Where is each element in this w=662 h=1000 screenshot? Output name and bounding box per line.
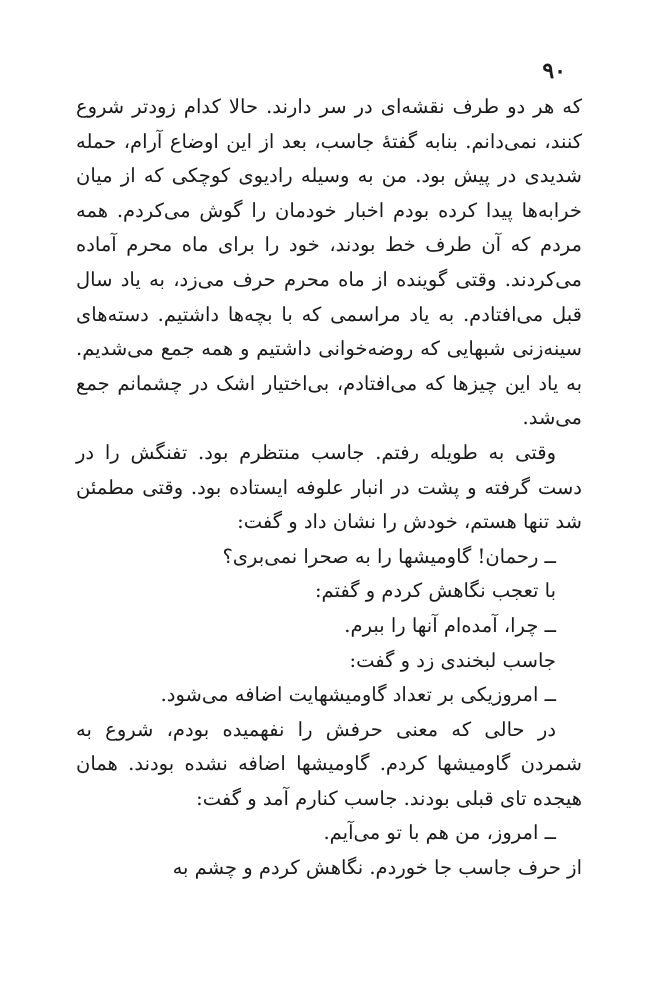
dialogue-line: ــ چرا، آمده‌ام آنها را ببرم. xyxy=(344,613,556,637)
dialogue-line: ــ امروز، من هم با تو می‌آیم. xyxy=(323,821,556,845)
paragraph: که هر دو طرف نقشه‌ای در سر دارند. حالا کدام زودتر شروع کنند، نمی‌دانم. بنابه گفتهٔ جاسب، بعد از این اوضاع آرام، حمله شدیدی در پیش بود. من به وسیله رادیوی کوچکی که از میان خرابه‌ها پیدا کرده بودم اخبار خودمان را گوش می‌کردم. همه مردم که آن طرف خط بودند، خود را برای ماه محرم آماده می‌کردند. وقتی گوینده از ماه محرم حرف می‌زد، به یاد سال قبل می‌افتادم. به یاد مراسمی که با بچه‌ها داشتیم. دسته‌های سینه‌زنی شبهایی که روضه‌خوانی داشتیم و همه جمع می‌شدیم. به یاد این چیزها که می‌افتادم، بی‌اختیار اشک در چشمانم جمع می‌شد. xyxy=(76,95,582,430)
paragraph: از حرف جاسب جا خوردم. نگاهش کردم و چشم به xyxy=(172,856,582,880)
body-text xyxy=(76,90,582,886)
dialogue-line: جاسب لبخندی زد و گفت: xyxy=(349,648,556,672)
paragraph: وقتی به طویله رفتم. جاسب منتظرم بود. تفنگش را در دست گرفته و پشت در انبار علوفه ایستاده بود. وقتی مطمئن شد تنها هستم، خودش را نشان داد و گفت: xyxy=(76,440,582,534)
dialogue-line: ــ امروزیکی بر تعداد گاومیشهایت اضافه می‌شود. xyxy=(160,683,556,707)
page-number: ۹۰ xyxy=(542,58,566,84)
paragraph: در حالی که معنی حرفش را نفهمیده بودم، شروع به شمردن گاومیشها کردم. گاومیشها اضافه نشده بودند. همان هیجده تای قبلی بودند. جاسب کنارم آمد و گفت: xyxy=(76,717,582,810)
dialogue-line: ــ رحمان! گاومیشها را به صحرا نمی‌بری؟ xyxy=(222,544,556,568)
dialogue-line: با تعجب نگاهش کردم و گفتم: xyxy=(314,579,556,603)
